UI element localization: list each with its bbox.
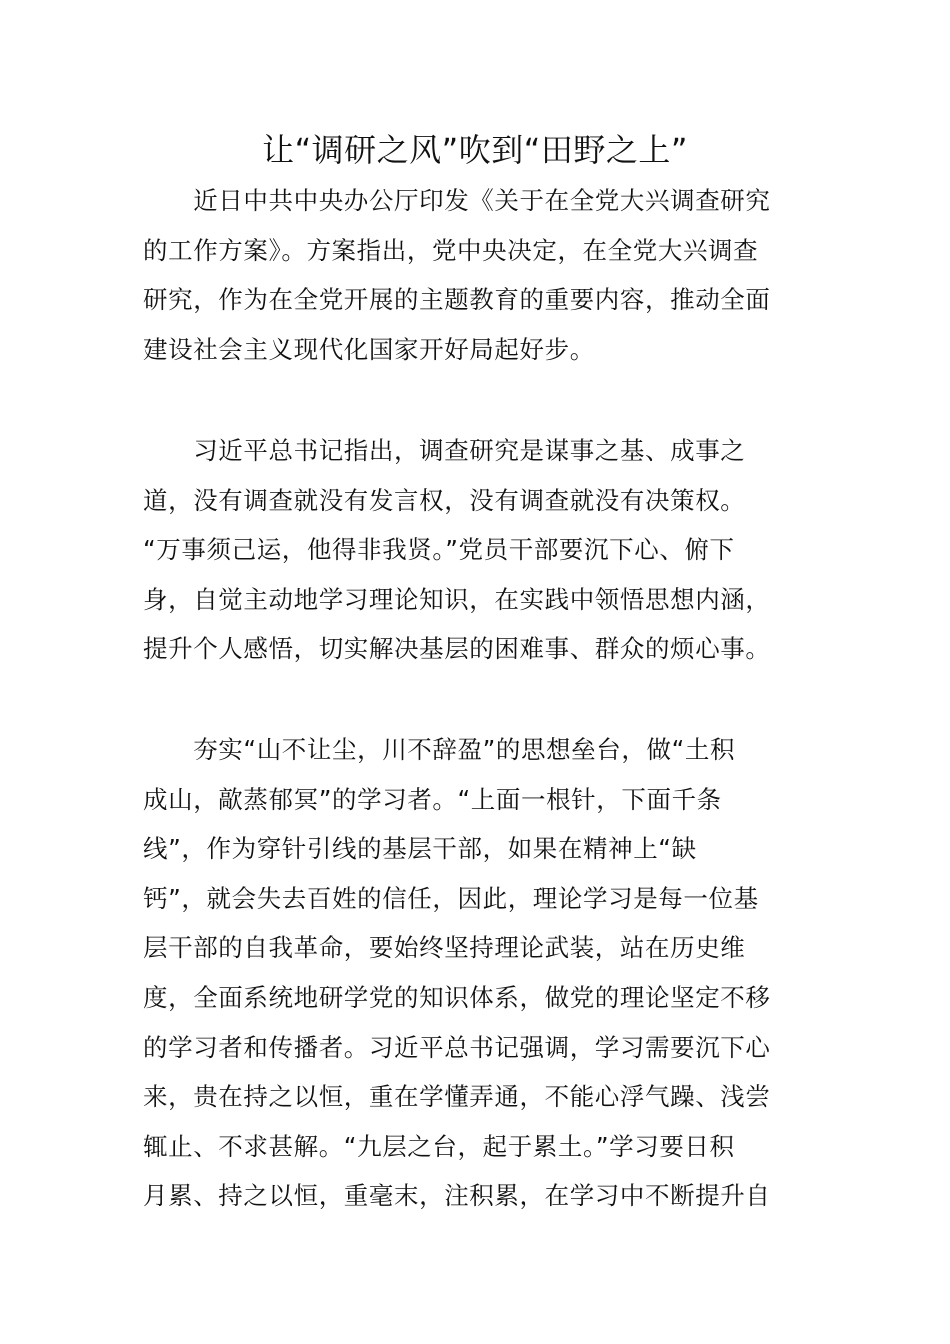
paragraph-2 <box>143 426 807 674</box>
paragraph-3 <box>143 725 807 1221</box>
paragraph-line: 辄止、不求甚解。“九层之台，起于累土。”学习要日积 <box>143 1131 735 1161</box>
paragraph-line: 来，贵在持之以恒，重在学懂弄通，不能心浮气躁、浅尝 <box>143 1082 771 1112</box>
paragraph-line: 的学习者和传播者。习近平总书记强调，学习需要沉下心 <box>143 1032 771 1062</box>
paragraph-line: 成山，歊蒸郁冥”的学习者。“上面一根针，下面千条 <box>143 784 722 814</box>
paragraph-line: 线”，作为穿针引线的基层干部，如果在精神上“缺 <box>143 834 697 864</box>
paragraph-line: 身，自觉主动地学习理论知识，在实践中领悟思想内涵， <box>143 584 771 614</box>
paragraph-line: 近日中共中央办公厅印发《关于在全党大兴调查研究 <box>143 186 771 215</box>
paragraph-line: 的工作方案》。方案指出，党中央决定，在全党大兴调查 <box>143 235 759 265</box>
paragraph-line: 度，全面系统地研学党的知识体系，做党的理论坚定不移 <box>143 982 771 1012</box>
paragraph-line: 道，没有调查就没有发言权，没有调查就没有决策权。 <box>143 485 746 515</box>
paragraph-line: 研究，作为在全党开展的主题教育的重要内容，推动全面 <box>143 285 771 315</box>
paragraph-line: 习近平总书记指出，调查研究是谋事之基、成事之 <box>143 436 746 465</box>
paragraph-line: “万事须己运，他得非我贤。”党员干部要沉下心、俯下 <box>143 535 735 565</box>
paragraph-line: 层干部的自我革命，要始终坚持理论武装，站在历史维 <box>143 933 746 963</box>
paragraph-line: 建设社会主义现代化国家开好局起好步。 <box>143 334 595 364</box>
paragraph-line: 月累、持之以恒，重毫末，注积累，在学习中不断提升自 <box>143 1181 771 1211</box>
paragraph-line: 钙”，就会失去百姓的信任，因此，理论学习是每一位基 <box>143 883 759 913</box>
document-title: 让“调研之风”吹到“田野之上” <box>262 131 688 169</box>
paragraph-line: 夯实“山不让尘，川不辞盈”的思想垒台，做“土积 <box>143 735 736 764</box>
paragraph-1 <box>143 176 807 374</box>
paragraph-line: 提升个人感悟，切实解决基层的困难事、群众的烦心事。 <box>143 634 771 664</box>
